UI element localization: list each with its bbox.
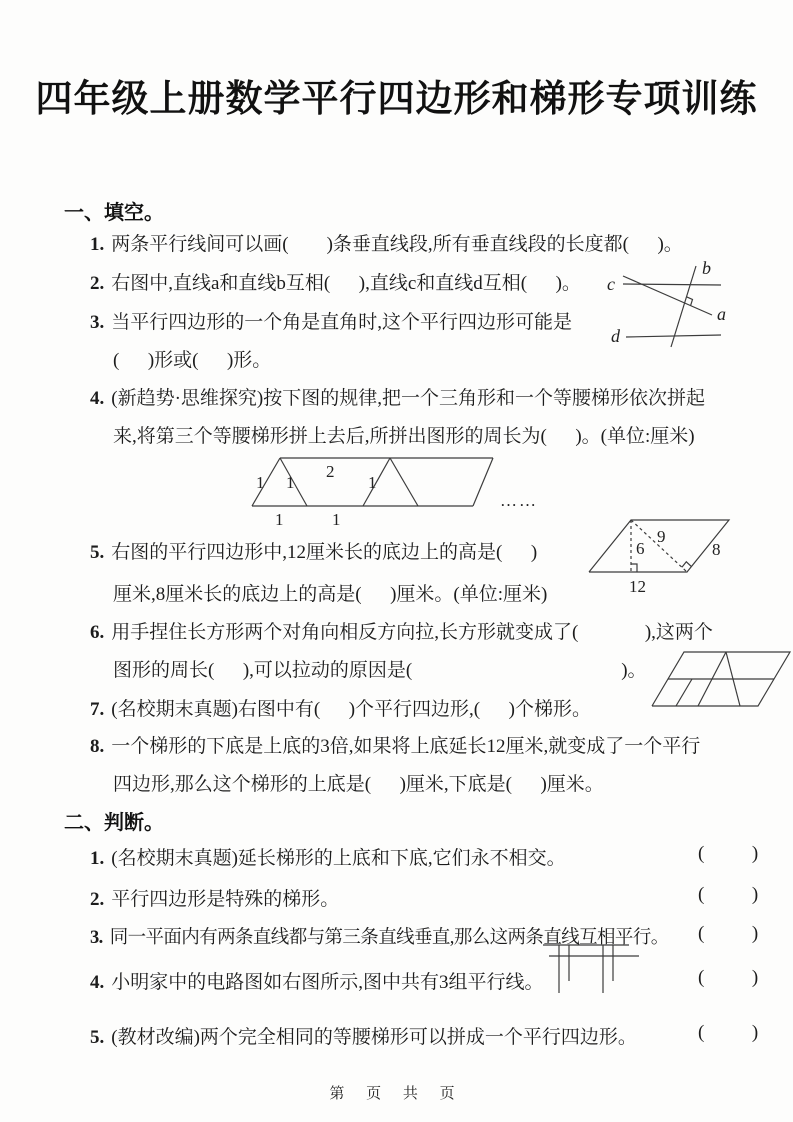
question-number: 1. xyxy=(90,848,105,869)
question-number: 4. xyxy=(90,972,105,993)
label-base-12: 12 xyxy=(629,577,646,596)
question-number: 5. xyxy=(90,1027,105,1048)
question-text: 两个完全相同的等腰梯形可以拼成一个平行四边形。 xyxy=(199,1027,637,1048)
question-text: 用手捏住长方形两个对角向相反方向拉,长方形就变成了( ),这两个 xyxy=(111,622,713,643)
label-a: a xyxy=(717,304,726,324)
question-text: 图形的周长( ),可以拉动的原因是( )。 xyxy=(113,660,647,681)
label-side-8: 8 xyxy=(712,540,721,559)
question-tag: (新趋势·思维探究) xyxy=(111,388,264,409)
answer-bracket: ( ) xyxy=(698,923,759,944)
parallel-lines-figure xyxy=(593,252,793,350)
question-text: 右图中有( )个平行四边形,( )个梯形。 xyxy=(237,699,591,720)
question-text: 四边形,那么这个梯形的上底是( )厘米,下底是( )厘米。 xyxy=(113,774,604,795)
section-heading-judge: 二、判断。 xyxy=(64,812,164,834)
question-tag: (名校期末真题) xyxy=(111,699,238,720)
question-4-line1 xyxy=(90,383,705,410)
label-bottom-1: 1 xyxy=(275,510,284,529)
answer-bracket: ( ) xyxy=(698,1022,759,1043)
strip-right-edge xyxy=(473,458,493,506)
question-text: 右图的平行四边形中,12厘米长的底边上的高是( ) xyxy=(111,542,538,563)
line-c xyxy=(623,284,721,285)
question-text: ( )形或( )形。 xyxy=(113,350,272,371)
right-angle-mark-base xyxy=(631,564,637,572)
strip-inner-edge-3 xyxy=(390,458,418,506)
question-number: 1. xyxy=(90,234,105,255)
question-text: 来,将第三个等腰梯形拼上去后,所拼出图形的周长为( )。(单位:厘米) xyxy=(113,426,695,447)
question-5-line2 xyxy=(113,579,547,606)
label-side-1: 1 xyxy=(256,473,265,492)
right-angle-mark-side xyxy=(682,562,692,567)
label-d: d xyxy=(611,326,620,346)
question-3-line1 xyxy=(90,307,572,334)
question-number: 3. xyxy=(90,312,105,333)
answer-bracket: ( ) xyxy=(698,843,759,864)
label-side-1b: 1 xyxy=(286,473,295,492)
question-number: 4. xyxy=(90,388,105,409)
judge-2 xyxy=(90,884,339,911)
question-8-line1 xyxy=(90,731,700,758)
question-number: 6. xyxy=(90,622,105,643)
judge-4 xyxy=(90,967,544,994)
parallelogram-heights-figure xyxy=(583,506,793,598)
quad-inner-segment xyxy=(676,679,692,706)
question-text: 右图中,直线a和直线b互相( ),直线c和直线d互相( )。 xyxy=(111,273,581,294)
question-6-line1 xyxy=(90,617,713,644)
line-a xyxy=(623,276,712,315)
label-top-2: 2 xyxy=(326,462,335,481)
label-b: b xyxy=(702,258,711,278)
question-text: 当平行四边形的一个角是直角时,这个平行四边形可能是 xyxy=(111,312,573,333)
question-number: 2. xyxy=(90,889,105,910)
question-number: 5. xyxy=(90,542,105,563)
label-height-6: 6 xyxy=(636,539,645,558)
question-text: 按下图的规律,把一个三角形和一个等腰梯形依次拼起 xyxy=(263,388,705,409)
label-c: c xyxy=(607,274,615,294)
question-text: 一个梯形的下底是上底的3倍,如果将上底延长12厘米,就变成了一个平行 xyxy=(111,736,701,757)
question-2 xyxy=(90,268,581,295)
label-bottom-1b: 1 xyxy=(332,510,341,529)
question-6-line2 xyxy=(113,655,647,682)
label-side-1c: 1 xyxy=(368,473,377,492)
question-text: 小明家中的电路图如右图所示,图中共有3组平行线。 xyxy=(111,972,544,993)
circuit-figure xyxy=(541,931,666,1003)
question-number: 8. xyxy=(90,736,105,757)
ellipsis-label: …… xyxy=(500,491,538,510)
question-tag: (教材改编) xyxy=(111,1027,200,1048)
line-d xyxy=(626,335,721,337)
answer-bracket: ( ) xyxy=(698,967,759,988)
question-text: 延长梯形的上底和下底,它们永不相交。 xyxy=(237,848,566,869)
question-text: 两条平行线间可以画( )条垂直线段,所有垂直线段的长度都( )。 xyxy=(111,234,683,255)
question-number: 3. xyxy=(90,928,103,948)
judge-1 xyxy=(90,843,566,870)
answer-bracket: ( ) xyxy=(698,884,759,905)
question-7 xyxy=(90,694,591,721)
question-number: 7. xyxy=(90,699,105,720)
question-5-line1 xyxy=(90,537,537,564)
question-8-line2 xyxy=(113,769,604,796)
question-4-line2 xyxy=(113,421,695,448)
question-text: 平行四边形是特殊的梯形。 xyxy=(111,889,340,910)
page-footer: 第 页 共 页 xyxy=(329,1086,464,1102)
label-height-9: 9 xyxy=(657,527,666,546)
section-heading-fill: 一、填空。 xyxy=(64,202,164,224)
triangle-trapezoid-strip-figure xyxy=(248,446,553,530)
subdivided-parallelogram-figure xyxy=(648,646,793,712)
question-tag: (名校期末真题) xyxy=(111,848,238,869)
question-3-line2 xyxy=(113,345,271,372)
judge-5 xyxy=(90,1022,637,1049)
page-title: 四年级上册数学平行四边形和梯形专项训练 xyxy=(35,78,758,119)
question-number: 2. xyxy=(90,273,105,294)
question-text: 厘米,8厘米长的底边上的高是( )厘米。(单位:厘米) xyxy=(113,584,548,605)
question-text: 同一平面内有两条直线都与第三条直线垂直,那么这两条直线互相平行。 xyxy=(109,928,669,948)
